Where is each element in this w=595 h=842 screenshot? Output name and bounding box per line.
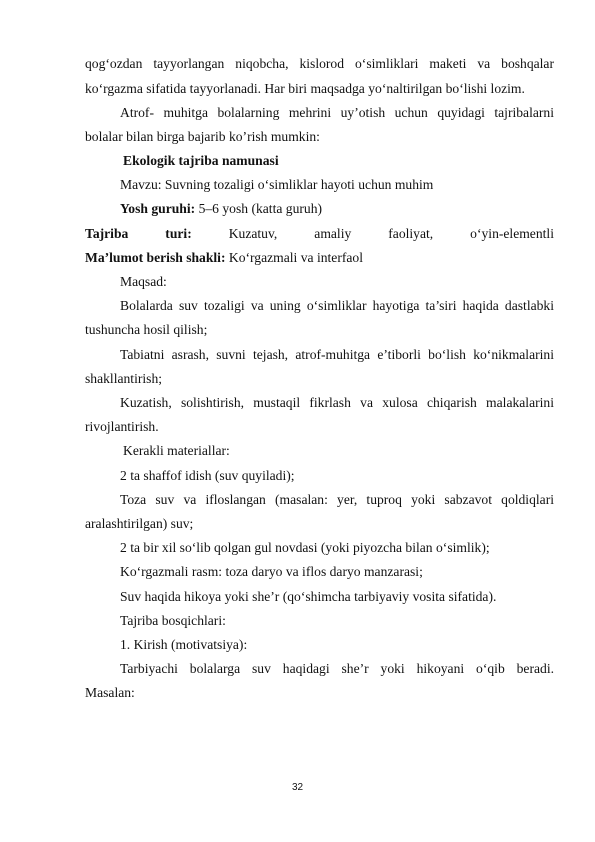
paragraph-line: 1. Kirish (motivatsiya): [120,637,248,652]
paragraph-line: ko‘rgazma sifatida tayyorlanadi. Har biri maqsadga yo‘naltirilgan bo‘lishi lozim. [85,81,525,96]
age-group-line [120,200,554,217]
page-number: 32 [291,782,304,793]
paragraph-line: 2 ta bir xil so‘lib qolgan gul novdasi (yoki piyozcha bilan o‘simlik); [120,540,490,555]
experiment-type-label-a: Tajriba [85,226,129,241]
paragraph-line: shakllantirish; [85,371,163,386]
paragraph-line: Toza suv va ifloslangan (masalan: yer, tuproq yoki sabzavot qoldiqlari [120,492,554,507]
experiment-type-label-b: turi: [165,226,192,241]
paragraph-line: Atrof- muhitga bolalarning mehrini uy’otish uchun quyidagi tajribalarni [120,105,554,120]
paragraph-line: Bolalarda suv tozaligi va uning o‘simliklar hayotiga ta’siri haqida dastlabki [120,298,554,313]
paragraph-line: tushuncha hosil qilish; [85,322,208,337]
paragraph-line: Ko‘rgazmali rasm: toza daryo va iflos daryo manzarasi; [120,564,423,579]
paragraph-line: Tabiatni asrash, suvni tejash, atrof-muhitga e’tiborli bo‘lish ko‘nikmalarini [120,347,554,362]
experiment-type-word: amaliy [314,226,352,241]
paragraph-line: 2 ta shaffof idish (suv quyiladi); [120,468,295,483]
info-form-line [85,249,554,266]
paragraph-line: rivojlantirish. [85,419,159,434]
paragraph-line: qog‘ozdan tayyorlangan niqobcha, kislorod o‘simliklari maketi va boshqalar [85,56,554,71]
section-heading: Ekologik tajriba namunasi [123,153,279,168]
experiment-type-word: o‘yin-elementli [470,226,554,241]
info-form-value: Ko‘rgazmali va interfaol [225,250,364,265]
stages-heading: Tajriba bosqichlari: [120,613,226,628]
paragraph-line: Masalan: [85,685,135,700]
materials-heading: Kerakli materiallar: [123,443,230,458]
experiment-type-word: faoliyat, [388,226,434,241]
experiment-type-word: Kuzatuv, [228,226,278,241]
paragraph-line: Tarbiyachi bolalarga suv haqidagi she’r yoki hikoyani o‘qib beradi. [120,661,554,676]
goal-heading: Maqsad: [120,274,167,289]
paragraph-line: bolalar bilan birga bajarib ko’rish mumkin: [85,129,320,144]
age-group-value: 5–6 yosh (katta guruh) [195,201,323,216]
paragraph-line: Suv haqida hikoya yoki she’r (qo‘shimcha tarbiyaviy vosita sifatida). [120,589,497,604]
age-group-label: Yosh guruhi: [120,201,196,216]
topic-line: Mavzu: Suvning tozaligi o‘simliklar hayoti uchun muhim [120,177,434,192]
paragraph-line: aralashtirilgan) suv; [85,516,194,531]
info-form-label: Ma’lumot berish shakli: [85,250,226,265]
paragraph-line: Kuzatish, solishtirish, mustaqil fikrlash va xulosa chiqarish malakalarini [120,395,554,410]
experiment-type-line [85,225,554,242]
